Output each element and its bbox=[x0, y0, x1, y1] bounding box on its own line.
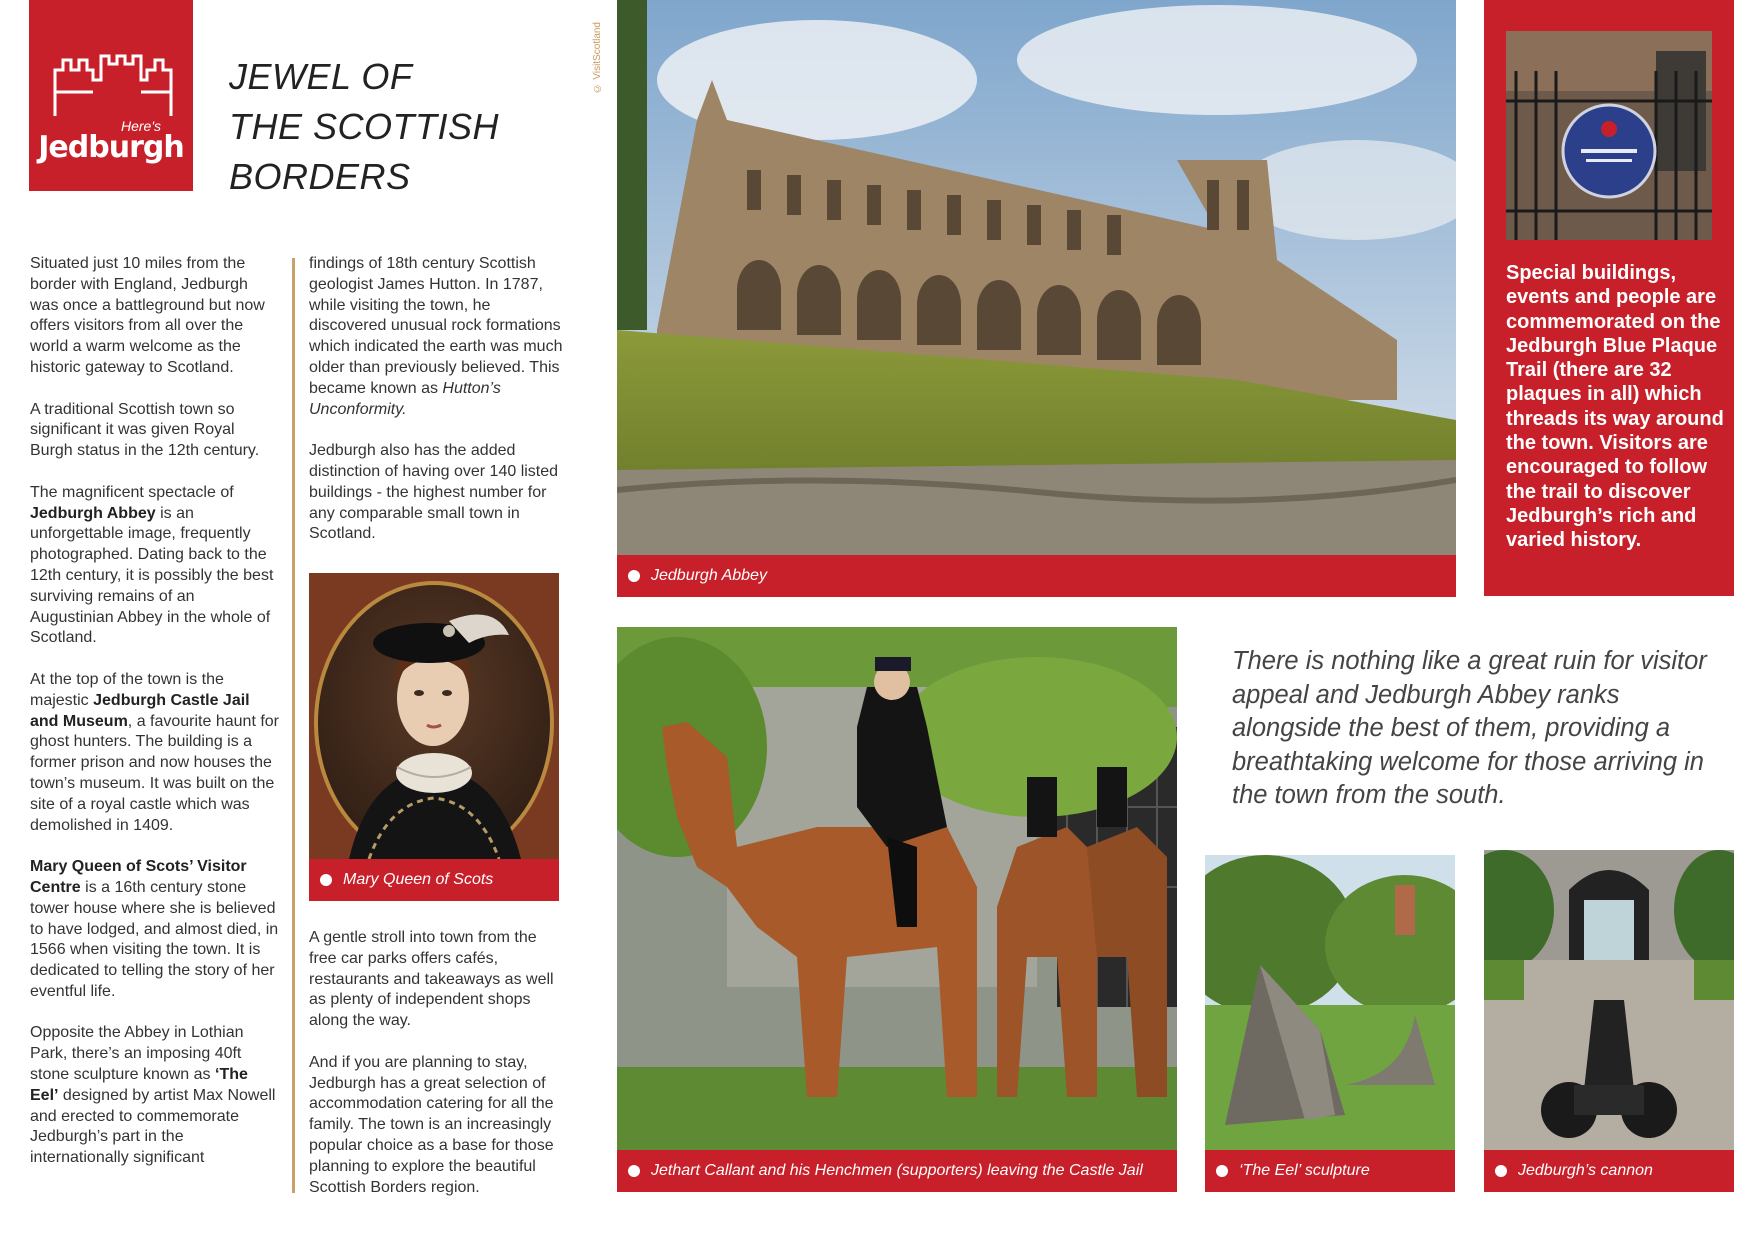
text-column-middle bbox=[309, 254, 564, 566]
title-line-2: THE SCOTTISH bbox=[229, 106, 500, 147]
title-line-3: BORDERS bbox=[229, 156, 411, 197]
cannon-photo bbox=[1484, 850, 1734, 1150]
castle-icon bbox=[47, 50, 175, 118]
bullet-icon bbox=[628, 1165, 640, 1177]
text-column-left bbox=[30, 254, 280, 1190]
caption-the-eel: ‘The Eel’ sculpture bbox=[1205, 1150, 1455, 1192]
paragraph-stroll: A gentle stroll into town from the free car parks offers cafés, restaurants and takeaways as well as plenty of independent shops along the way. bbox=[309, 929, 554, 1030]
paragraph-castle-jail: At the top of the town is the majestic Jedburgh Castle Jail and Museum, a favourite haunt for ghost hunters. The building is a former prison and now houses the town’s museum. It was built on the site of a royal castle which was demolished in 1409. bbox=[30, 670, 279, 834]
title-line-1: JEWEL OF bbox=[229, 56, 413, 97]
pull-quote: There is nothing like a great ruin for visitor appeal and Jedburgh Abbey ranks alongside the best of them, providing a breathtaking welcome for those arriving in the town from the south. bbox=[1232, 647, 1707, 809]
paragraph-the-eel: Opposite the Abbey in Lothian Park, there’s an imposing 40ft stone sculpture known as ‘The Eel’ designed by artist Max Nowell and erected to commemorate Jedburgh’s part in the internationally significant bbox=[30, 1024, 276, 1167]
caption-mary-queen: Mary Queen of Scots bbox=[309, 859, 559, 901]
column-divider bbox=[292, 258, 295, 1193]
the-eel-photo bbox=[1205, 855, 1455, 1150]
bullet-icon bbox=[1216, 1165, 1228, 1177]
paragraph-stay: And if you are planning to stay, Jedburgh has a great selection of accommodation catering for all the family. The town is an increasingly popular choice as a base for those planning to explore the beautiful Scottish Borders region. bbox=[309, 1053, 554, 1196]
paragraph-abbey: The magnificent spectacle of Jedburgh Abbey is an unforgettable image, frequently photographed. Dating back to the 12th century, it is possibly the best surviving remains of an Augustinian Abbey in the whole of Scotland. bbox=[30, 483, 274, 647]
logo-wordmark: Jedburgh bbox=[38, 130, 184, 165]
photo-credit: © VisitScotland bbox=[592, 22, 603, 94]
jethart-callant-photo bbox=[617, 627, 1177, 1150]
blue-plaque-photo bbox=[1506, 31, 1712, 240]
caption-cannon: Jedburgh’s cannon bbox=[1484, 1150, 1734, 1192]
jedburgh-logo bbox=[29, 0, 193, 191]
mary-queen-portrait bbox=[309, 573, 559, 859]
paragraph-listed-buildings: Jedburgh also has the added distinction of having over 140 listed buildings - the highest number for any comparable small town in Scotland. bbox=[309, 442, 559, 543]
paragraph-intro: Situated just 10 miles from the border with England, Jedburgh was once a battleground but now offers visitors from all over the world a warm welcome as the historic gateway to Scotland. bbox=[30, 255, 265, 376]
jedburgh-abbey-photo bbox=[617, 0, 1456, 555]
caption-jedburgh-abbey: Jedburgh Abbey bbox=[617, 555, 1456, 597]
bullet-icon bbox=[628, 570, 640, 582]
blue-plaque-text: Special buildings, events and people are commemorated on the Jedburgh Blue Plaque Trail (there are 32 plaques in all) which threads its way around the town. Visitors are encouraged to follow the trail to discover Jedburgh’s rich and varied history. bbox=[1506, 262, 1724, 552]
paragraph-hutton: findings of 18th century Scottish geologist James Hutton. In 1787, while visiting the town, he discovered unusual rock formations which indicated the earth was much older than previously believed. This became known as Hutton’s Unconformity. bbox=[309, 255, 563, 418]
page-title bbox=[229, 52, 529, 202]
bullet-icon bbox=[1495, 1165, 1507, 1177]
paragraph-mary-queen: Mary Queen of Scots’ Visitor Centre is a 16th century stone tower house where she is believed to have lodged, and almost died, in 1566 when visiting the town. It is dedicated to telling the story of her eventful life. bbox=[30, 858, 279, 1000]
caption-jethart-callant: Jethart Callant and his Henchmen (supporters) leaving the Castle Jail bbox=[617, 1150, 1177, 1192]
paragraph-royal-burgh: A traditional Scottish town so significant it was given Royal Burgh status in the 12th century. bbox=[30, 400, 260, 460]
bullet-icon bbox=[320, 874, 332, 886]
text-column-middle-lower bbox=[309, 928, 564, 1219]
logo-tagline: Here's bbox=[120, 118, 162, 134]
